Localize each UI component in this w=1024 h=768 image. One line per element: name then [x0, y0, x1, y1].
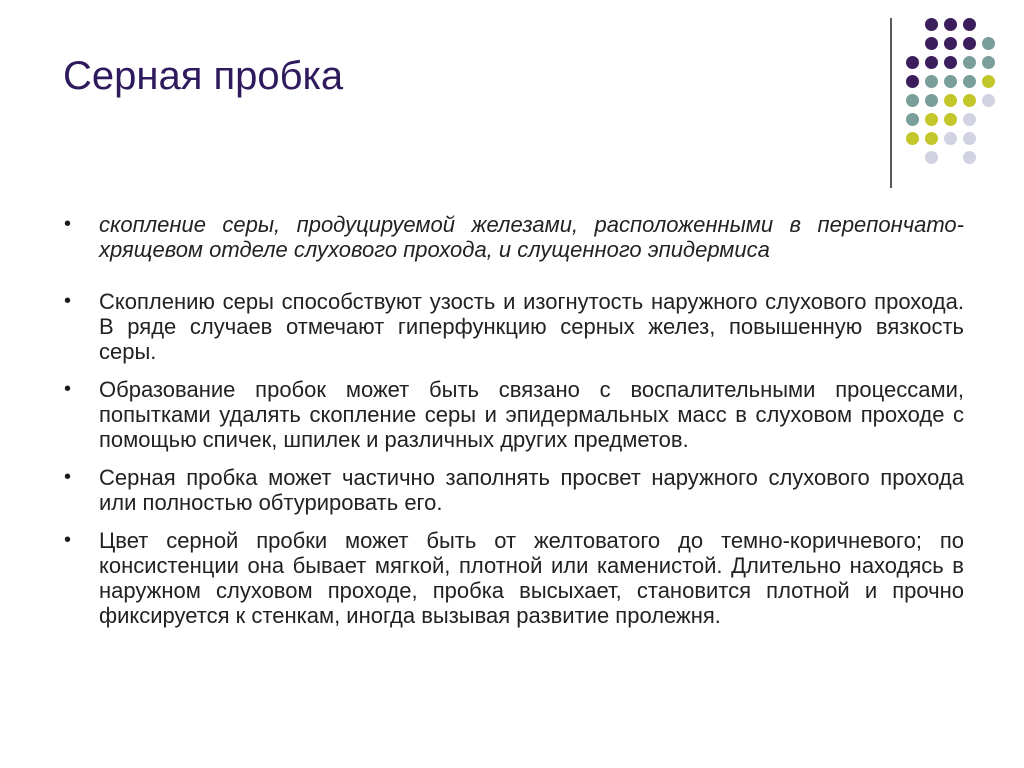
bullet-text: Скоплению серы способствуют узость и изогнутость наружного слухового прохода. В ряде случаев отмечают гиперфункцию серных желез, повышенную вязкость серы.: [99, 289, 964, 364]
decorative-dot: [944, 18, 957, 31]
bullet-icon: •: [64, 378, 72, 400]
decorative-dot: [944, 113, 957, 126]
decorative-dot: [925, 132, 938, 145]
bullet-text: Серная пробка может частично заполнять просвет наружного слухового прохода или полностью обтурировать его.: [99, 465, 964, 515]
bullet-icon: •: [64, 290, 72, 312]
bullet-icon: •: [64, 466, 72, 488]
bullet-item: [60, 465, 964, 515]
decorative-dot: [982, 56, 995, 69]
decorative-dot: [944, 94, 957, 107]
bullet-text: Образование пробок может быть связано с воспалительными процессами, попытками удалять скопление серы и эпидермальных масс в слуховом проходе с помощью спичек, шпилек и различных других предметов.: [99, 377, 964, 452]
decorative-dot: [925, 75, 938, 88]
decorative-dot: [963, 151, 976, 164]
decorative-dot: [925, 151, 938, 164]
bullet-icon: •: [64, 529, 72, 551]
bullet-text: скопление серы, продуцируемой железами, расположенными в перепончато-хрящевом отделе слухового прохода, и слущенного эпидермиса: [99, 212, 964, 262]
decorative-dot: [925, 18, 938, 31]
decorative-dot: [982, 75, 995, 88]
decorative-dot: [982, 37, 995, 50]
bullet-item: [60, 528, 964, 628]
slide-title: Серная пробка: [63, 54, 344, 98]
decorative-dot: [963, 18, 976, 31]
decorative-dot: [963, 132, 976, 145]
decorative-dot: [925, 56, 938, 69]
decorative-dot: [944, 37, 957, 50]
decorative-dot: [925, 113, 938, 126]
decorative-dot: [963, 94, 976, 107]
bullet-icon: •: [64, 213, 72, 235]
decorative-dot: [944, 132, 957, 145]
decorative-dot: [906, 56, 919, 69]
decorative-dot: [963, 56, 976, 69]
decorative-dot: [963, 37, 976, 50]
decorative-dot: [982, 94, 995, 107]
decorative-dot: [906, 132, 919, 145]
bullet-item: [60, 289, 964, 364]
decorative-dot: [906, 113, 919, 126]
decorative-dot: [906, 94, 919, 107]
decorative-dot-grid: [900, 10, 1010, 180]
decorative-dot: [925, 37, 938, 50]
bullet-item: [60, 212, 964, 262]
decorative-dot: [963, 113, 976, 126]
decorative-dot: [925, 94, 938, 107]
decorative-dot: [906, 75, 919, 88]
decorative-dot: [944, 56, 957, 69]
decorative-divider-line: [890, 18, 892, 188]
decorative-dot: [963, 75, 976, 88]
decorative-dot: [944, 75, 957, 88]
bullet-text: Цвет серной пробки может быть от желтоватого до темно-коричневого; по консистенции она бывает мягкой, плотной или каменистой. Длительно находясь в наружном слуховом проходе, пробка высыхает, становится плотной и прочно фиксируется к стенкам, иногда вызывая развитие пролежня.: [99, 528, 964, 628]
bullet-list: [60, 212, 964, 641]
bullet-item: [60, 377, 964, 452]
